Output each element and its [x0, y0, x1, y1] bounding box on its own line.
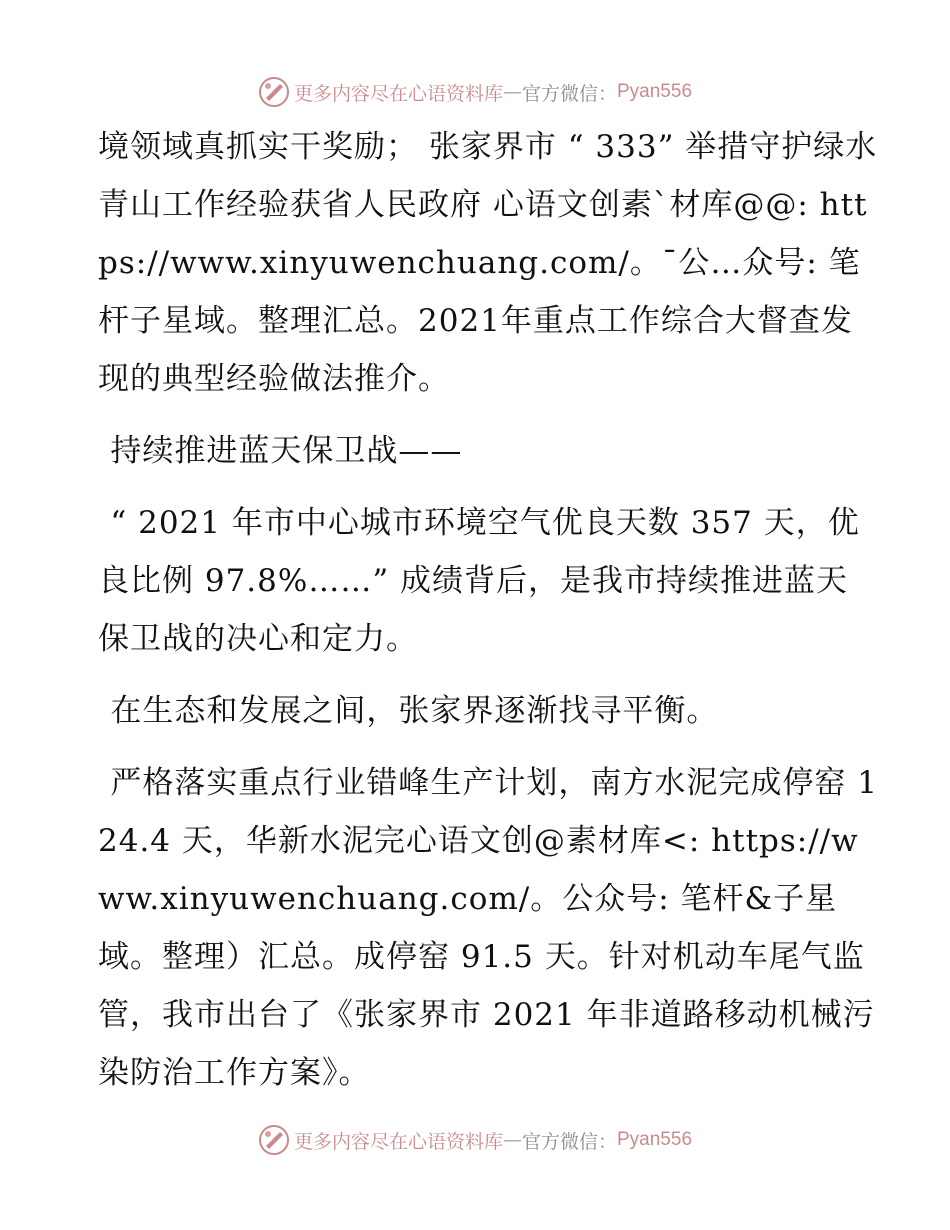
- logo-icon: [258, 1124, 290, 1156]
- banner-official-label: 官方微信：: [521, 82, 617, 105]
- banner-wechat-id: Pyan556: [617, 1129, 693, 1150]
- banner-main-text: 更多内容尽在心语资料库: [293, 1130, 503, 1153]
- footer-banner: [0, 1120, 950, 1160]
- paragraph-1: 境领域真抓实干奖励； 张家界市 “ 333” 举措守护绿水青山工作经验获省人民政府 心语文创素`材库@@: https://www.xinyuwenchuang.com/。¯公…众号: 笔杆子星域。整理汇总。2021年重点工作综合大督查发现的典型经验做法推介。: [98, 129, 878, 397]
- banner-wechat-id: Pyan556: [617, 81, 693, 102]
- banner-main-text: 更多内容尽在心语资料库: [293, 82, 503, 105]
- banner-official-label: 官方微信：: [521, 1130, 617, 1153]
- paragraph-5: 严格落实重点行业错峰生产计划，南方水泥完成停窑 124.4 天，华新水泥完心语文创@素材库<: https://www.xinyuwenchuang.com/。公众号: 笔杆&子星域。整理）汇总。成停窑 91.5 天。针对机动车尾气监管，我市出台了《张家界市 2021 年非道路移动机械污染防治工作方案》。: [98, 765, 878, 1091]
- paragraph-2: 持续推进蓝天保卫战——: [110, 433, 463, 469]
- logo-icon: [258, 76, 290, 108]
- paragraph-4: 在生态和发展之间，张家界逐渐找寻平衡。: [110, 693, 719, 729]
- banner-dash: —: [502, 1129, 522, 1151]
- paragraph-3: “ 2021 年市中心城市环境空气优良天数 357 天，优良比例 97.8%……” 成绩背后，是我市持续推进蓝天保卫战的决心和定力。: [98, 505, 860, 657]
- document-body: [98, 118, 878, 1102]
- banner-dash: —: [502, 81, 522, 103]
- header-banner: [0, 72, 950, 112]
